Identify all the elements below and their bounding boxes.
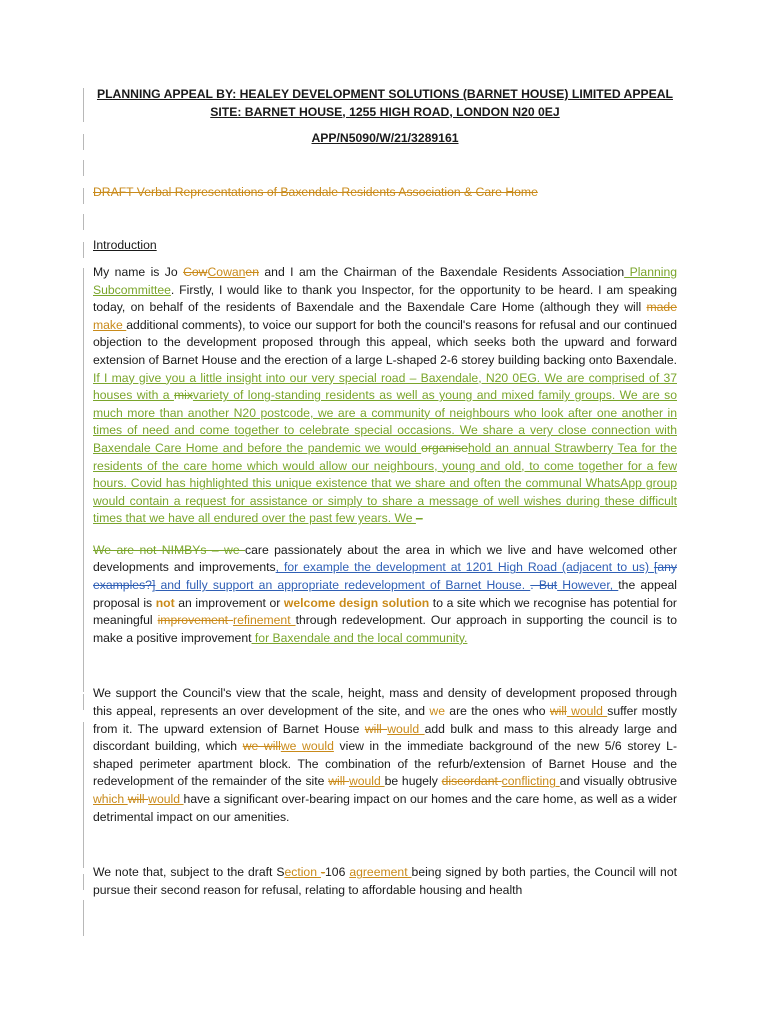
document-body [93, 86, 677, 909]
change-bar [83, 900, 84, 936]
appeal-reference: APP/N5090/W/21/3289161 [311, 131, 459, 146]
deleted-draft-heading: DRAFT Verbal Representations of Baxendale Residents Association & Care Home [93, 184, 538, 199]
change-bar [83, 268, 84, 692]
paragraph-section-106: We note that, subject to the draft Section -106 agreement being signed by both parties, the Council will not pursue their second reason for refusal, relating to affordable housing and health [93, 865, 677, 897]
change-bar [83, 214, 84, 230]
introduction-heading: Introduction [93, 238, 157, 253]
change-bar [83, 88, 84, 122]
paragraph-support: We support the Council's view that the scale, height, mass and density of development proposed through this appeal, represents an over development of the site, and we are the ones who will would suffer mostly from it. The upward extension of Barnet House will would add bulk and mass to this already large and discordant building, which we willwe would view in the immediate background of the new 5/6 storey L-shaped perimeter apartment block. The combination of the refurb/extension of Barnet House and the redevelopment of the remainder of the site will would be hugely discordant conflicting and visually obtrusive which will would have a significant over-bearing impact on our homes and the care home, as well as a wider detrimental impact on our amenities. [93, 686, 678, 824]
change-bar [83, 242, 84, 258]
paragraph-approach: We are not NIMBYs – we care passionately about the area in which we live and have welcomed other developments and improvements, for example the development at 1201 High Road (adjacent to us) [any examples?] and fully support an appropriate redevelopment of Barnet House. . But However, the appeal proposal is not an improvement or welcome design solution to a site which we recognise has potential for meaningful improvement refinement through redevelopment. Our approach in supporting the council is to make a positive improvement for Baxendale and the local community. [93, 542, 678, 645]
change-bar [83, 694, 84, 710]
change-bar [83, 134, 84, 150]
paragraph-introduction: My name is Jo CowCowanen and I am the Chairman of the Baxendale Residents Association Planning Subcommittee. Firstly, I would like to thank you Inspector, for the opportunity to be heard. I am speaking today, on behalf of the residents of Baxendale and the Baxendale Care Home (although they will made make additional comments), to voice our support for both the council's reasons for refusal and our continued objection to the development proposed through this appeal, which seeks both the upward and forward extension of Barnet House and the erection of a large L-shaped 2-6 storey building backing onto Baxendale. If I may give you a little insight into our very special road – Baxendale, N20 0EG. We are comprised of 37 houses with a mixvariety of long-standing residents as well as young and mixed family groups. We are so much more than another N20 postcode, we are a community of neighbours who look after one another in times of need and come together to celebrate special occasions. We share a very close connection with Baxendale Care Home and before the pandemic we would organisehold an annual Strawberry Tea for the residents of the care home which would allow our neighbours, young and old, to come together for a few hours. Covid has highlighted this unique existence that we share and often the communal WhatsApp group would contain a request for assistance or simply to share a message of well wishes during these difficult times that we have all endured over the past few years. We – [93, 264, 678, 526]
change-bar [83, 188, 84, 204]
appeal-title-line1: PLANNING APPEAL BY: HEALEY DEVELOPMENT SOLUTIONS (BARNET HOUSE) LIMITED APPEAL [96, 87, 673, 101]
change-bar [83, 160, 84, 176]
change-bar [83, 874, 84, 890]
appeal-title-line2: SITE: BARNET HOUSE, 1255 HIGH ROAD, LONDON N20 0EJ [210, 104, 560, 119]
change-bar [83, 722, 84, 868]
draft-heading [93, 184, 677, 202]
